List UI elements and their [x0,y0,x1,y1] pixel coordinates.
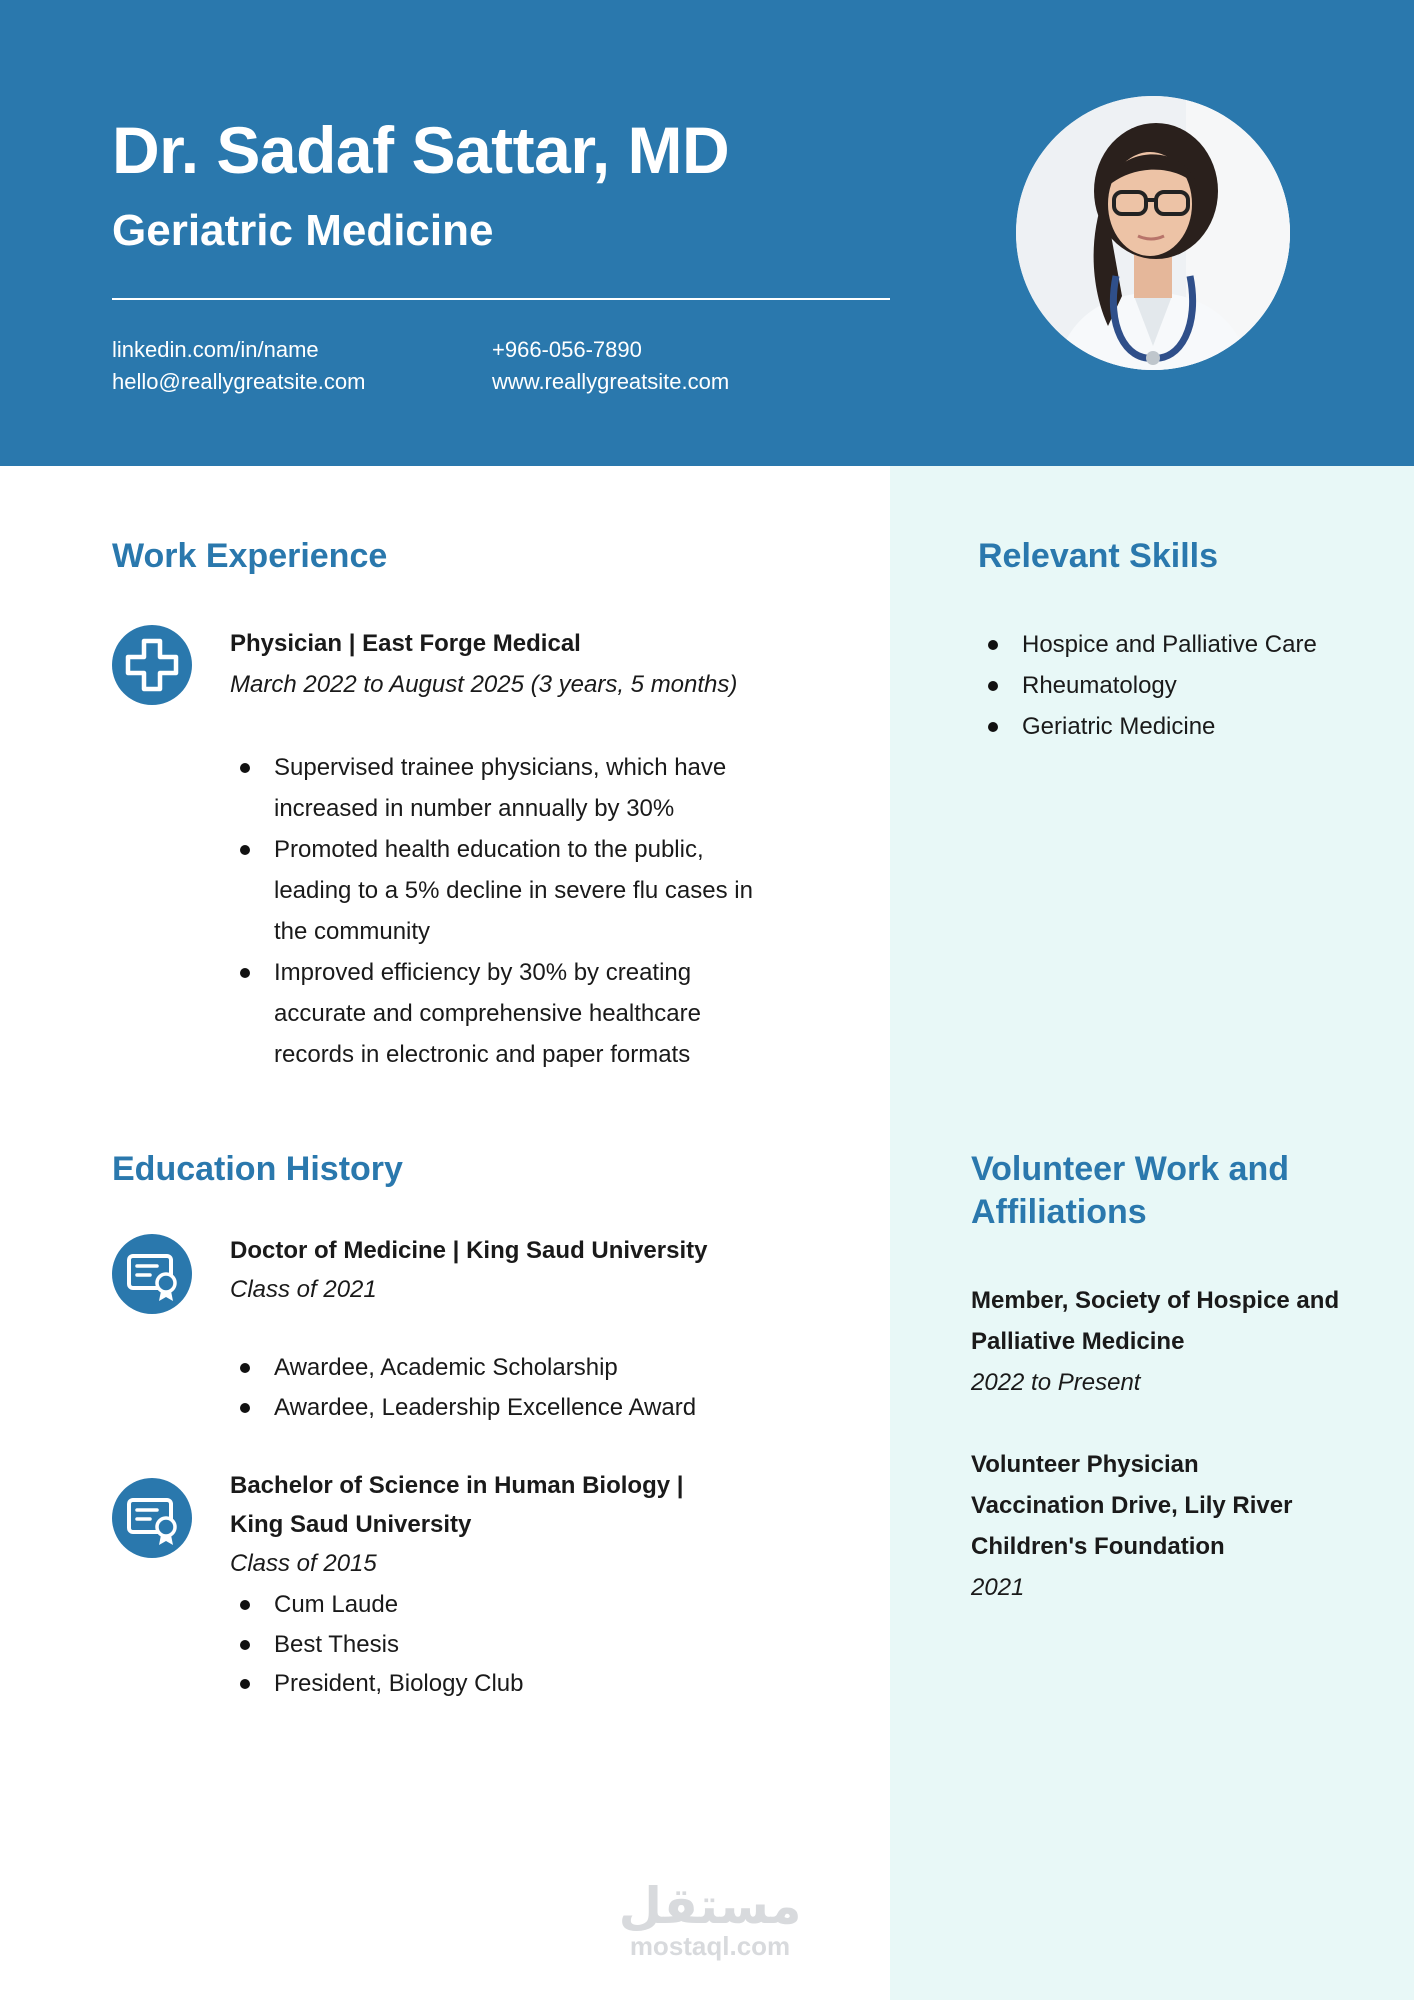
linkedin-link[interactable]: linkedin.com/in/name [112,337,319,362]
education-entry-2-title-line-1: Bachelor of Science in Human Biology | [230,1472,684,1499]
doctor-portrait-icon [1016,96,1290,370]
volunteer-entry-2-date: 2021 [971,1574,1025,1601]
header-banner [0,0,1414,466]
education-entry-1-date: Class of 2021 [230,1276,377,1303]
watermark-latin: mostaql.com [629,1931,791,1961]
contact-left [112,334,365,398]
education-entry-1-bullets [240,1348,770,1427]
skills-list [988,624,1388,747]
list-item: Rheumatology [988,665,1388,706]
specialty-title: Geriatric Medicine [112,206,494,255]
list-item: Supervised trainee physicians, which have increased in number annually by 30% [240,747,770,829]
work-bullet-list [240,747,770,1075]
volunteer-heading-line-1: Volunteer Work and [971,1150,1290,1188]
doctor-name: Dr. Sadaf Sattar, MD [112,113,730,187]
phone-number[interactable]: +966-056-7890 [492,337,642,362]
volunteer-entry-1-title-line-2: Palliative Medicine [971,1328,1185,1355]
website-link[interactable]: www.reallygreatsite.com [492,369,730,394]
volunteer-entry-2-title-line-2: Vaccination Drive, Lily River [971,1492,1293,1519]
list-item: Promoted health education to the public, leading to a 5% decline in severe flu cases in the community [240,829,770,952]
email-link[interactable]: hello@reallygreatsite.com [112,369,366,394]
education-history-heading: Education History [112,1150,403,1188]
education-entry-2-date: Class of 2015 [230,1550,377,1577]
certificate-icon [112,1478,192,1558]
list-item: Geriatric Medicine [988,706,1388,747]
work-entry-title: Physician | East Forge Medical [230,630,581,657]
profile-photo [1016,96,1290,370]
list-item: Improved efficiency by 30% by creating accurate and comprehensive healthcare records in electronic and paper formats [240,952,770,1075]
volunteer-heading-line-2: Affiliations [971,1193,1147,1231]
volunteer-entry-1-date: 2022 to Present [971,1369,1141,1396]
list-item: President, Biology Club [240,1664,770,1704]
work-entry-date: March 2022 to August 2025 (3 years, 5 months) [230,671,738,698]
volunteer-entry-2-title-line-3: Children's Foundation [971,1533,1225,1560]
relevant-skills-heading: Relevant Skills [978,537,1219,575]
watermark-arabic: مستقل [618,1878,802,1934]
education-entry-2-title-line-2: King Saud University [230,1511,472,1538]
education-entry-2-bullets [240,1585,770,1704]
list-item: Awardee, Leadership Excellence Award [240,1388,770,1428]
header-divider [112,298,890,300]
work-experience-heading: Work Experience [112,537,388,575]
certificate-icon [112,1234,192,1314]
medical-cross-icon [112,625,192,705]
education-entry-1-title: Doctor of Medicine | King Saud University [230,1237,708,1264]
mostaql-watermark [610,1880,810,1960]
list-item: Cum Laude [240,1585,770,1625]
volunteer-entry-2-title-line-1: Volunteer Physician [971,1451,1199,1478]
list-item: Hospice and Palliative Care [988,624,1388,665]
contact-right [492,334,729,398]
volunteer-entry-1-title-line-1: Member, Society of Hospice and [971,1287,1340,1314]
list-item: Awardee, Academic Scholarship [240,1348,770,1388]
list-item: Best Thesis [240,1625,770,1665]
